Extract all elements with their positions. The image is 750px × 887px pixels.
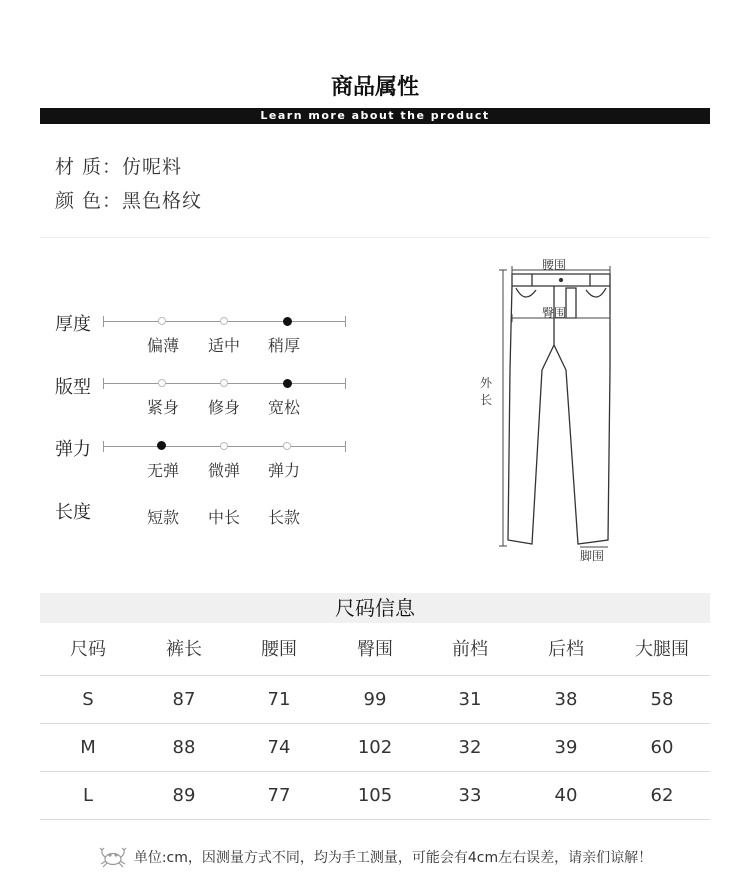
table-cell: 32 [458, 737, 482, 758]
table-cell: L [82, 785, 94, 806]
attr-scale-tick [345, 316, 346, 327]
attr-label-fit: 版型 [55, 377, 91, 398]
table-cell: 38 [554, 689, 578, 710]
attr-option-dot [283, 442, 291, 450]
attr-scale-tick [345, 378, 346, 389]
table-cell: 40 [554, 785, 578, 806]
attr-option: 偏薄 [146, 336, 179, 355]
pants-diagram [470, 250, 650, 570]
table-divider [40, 819, 710, 820]
waist-label: 腰围 [542, 258, 567, 272]
attr-scale-tick [103, 378, 104, 389]
hem-label: 脚围 [580, 549, 605, 563]
attr-scale-tick [103, 316, 104, 327]
attr-option: 稍厚 [267, 336, 300, 355]
attr-option: 无弹 [146, 461, 179, 480]
table-cell: 60 [650, 737, 674, 758]
attr-option-dot-selected [283, 379, 292, 388]
table-row [40, 676, 710, 724]
table-header-cell: 后档 [548, 639, 584, 660]
attr-label-thickness: 厚度 [55, 314, 91, 335]
attr-option-dot [220, 379, 228, 387]
material-value: 仿呢料 [122, 156, 183, 178]
table-header-cell: 尺码 [70, 639, 106, 660]
measurement-note [0, 846, 750, 868]
subtitle-bar [40, 108, 710, 124]
material-row [55, 152, 182, 179]
table-cell: M [80, 737, 96, 758]
attr-option-dot [220, 442, 228, 450]
attr-scale-tick [345, 441, 346, 452]
attr-option: 紧身 [146, 398, 179, 417]
attr-option: 短款 [146, 508, 179, 527]
color-label: 颜 色： [55, 190, 123, 212]
table-cell: 102 [357, 737, 393, 758]
note-text: 单位:cm，因测量方式不同，均为手工测量，可能会有4cm左右误差，请亲们谅解！ [133, 850, 653, 866]
material-label: 材 质： [55, 156, 123, 178]
table-cell: 71 [267, 689, 291, 710]
size-table-title: 尺码信息 [40, 593, 710, 623]
table-cell: 33 [458, 785, 482, 806]
table-cell: 88 [172, 737, 196, 758]
table-row [40, 724, 710, 772]
attr-option: 修身 [207, 398, 240, 417]
attr-option-dot [158, 379, 166, 387]
table-header-cell: 大腿围 [635, 639, 689, 660]
attr-label-length: 长度 [55, 502, 91, 523]
table-row [40, 772, 710, 820]
attr-option: 适中 [207, 336, 240, 355]
subtitle-text: Learn more about the product [260, 109, 490, 122]
attr-option-dot [158, 317, 166, 325]
table-cell: 62 [650, 785, 674, 806]
attr-option: 微弹 [207, 461, 240, 480]
table-cell: 87 [172, 689, 196, 710]
hip-label: 臀围 [542, 306, 567, 320]
color-value: 黑色格纹 [122, 190, 203, 212]
table-header-cell: 臀围 [357, 639, 393, 660]
table-cell: 31 [458, 689, 482, 710]
length-label-top: 外 [480, 376, 493, 390]
attr-option-dot [220, 317, 228, 325]
attr-option: 中长 [207, 508, 240, 527]
divider [40, 237, 710, 238]
table-header-row [40, 626, 710, 674]
attr-option: 长款 [267, 508, 300, 527]
attr-option: 宽松 [267, 398, 300, 417]
color-row [55, 186, 202, 213]
length-label-bottom: 长 [480, 393, 493, 407]
attr-option-dot-selected [283, 317, 292, 326]
page-title: 商品属性 [330, 75, 419, 100]
table-cell: 99 [363, 689, 387, 710]
table-cell: 58 [650, 689, 674, 710]
table-header-cell: 前档 [452, 639, 488, 660]
table-cell: 89 [172, 785, 196, 806]
attr-scale-tick [103, 441, 104, 452]
attr-option: 弹力 [267, 461, 300, 480]
table-cell: 74 [267, 737, 291, 758]
table-cell: S [82, 689, 94, 710]
attr-option-dot-selected [157, 441, 166, 450]
table-cell: 105 [357, 785, 393, 806]
table-header-cell: 腰围 [261, 639, 297, 660]
table-cell: 39 [554, 737, 578, 758]
crab-icon [98, 846, 128, 868]
table-header-cell: 裤长 [166, 639, 202, 660]
attr-label-stretch: 弹力 [55, 439, 91, 460]
table-cell: 77 [267, 785, 291, 806]
